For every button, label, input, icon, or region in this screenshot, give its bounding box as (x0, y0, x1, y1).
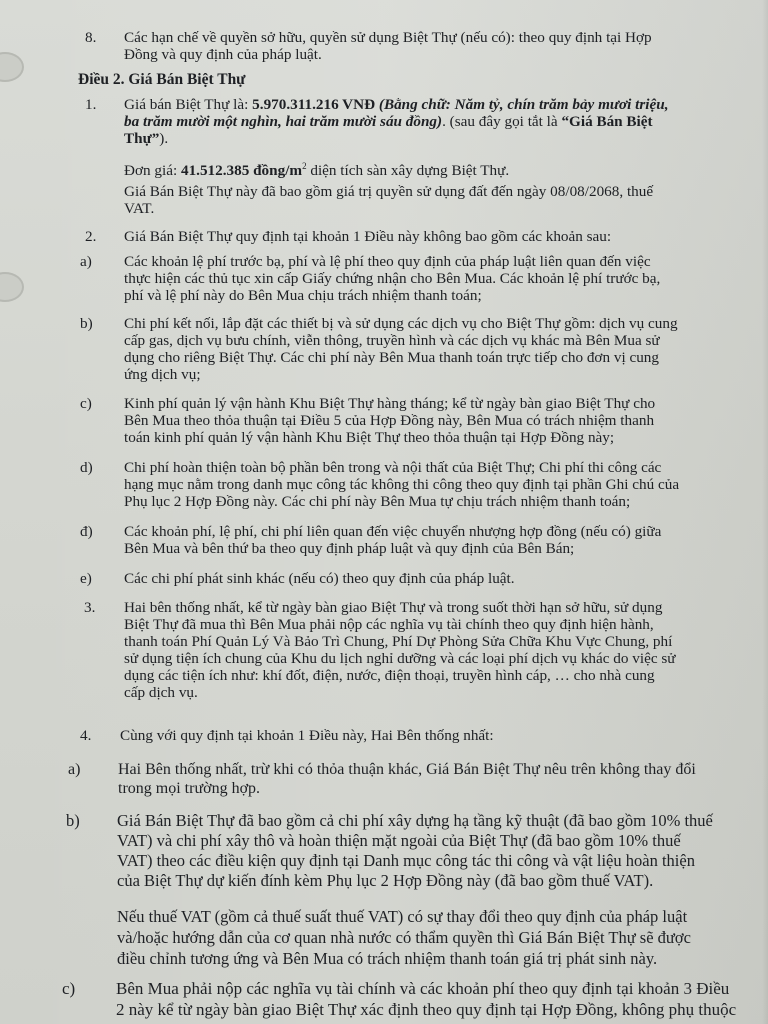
clause-text-line: điều chỉnh tương ứng và Bên Mua có trách nhiệm thanh toán giá trị phát sinh này. (117, 949, 658, 968)
text-span: . (sau đây gọi tắt là (442, 113, 562, 130)
clause-text-line: Phụ lục 2 Hợp Đồng này. Các chi phí này Bên Mua tự chịu trách nhiệm thanh toán; (124, 493, 631, 510)
clause-text-line: Chi phí hoàn thiện toàn bộ phần bên trong và nội thất của Biệt Thự; Chi phí thi công các (124, 459, 662, 476)
clause-text-line (124, 97, 768, 114)
clause-text-line: Kinh phí quản lý vận hành Khu Biệt Thự hàng tháng; kể từ ngày bàn giao Biệt Thự cho (124, 395, 656, 412)
clause-number: 4. (80, 727, 92, 744)
clause-text-line: Giá Bán Biệt Thự này đã bao gồm giá trị quyền sử dụng đất đến ngày 08/08/2068, thuế (124, 183, 654, 200)
unit-price-value: 41.512.385 đồng/m (180, 162, 303, 180)
clause-text-line: phí và lệ phí này do Bên Mua chịu trách nhiệm thanh toán; (124, 287, 482, 304)
clause-text-line: dụng cho riêng Biệt Thự. Các chi phí này Bên Mua thanh toán trực tiếp cho đơn vị cung (124, 349, 659, 366)
clause-text-line: Nếu thuế VAT (gồm cả thuế suất thuế VAT) có sự thay đổi theo quy định của pháp luật (117, 907, 688, 926)
binder-hole (0, 52, 24, 82)
clause-text-line: Hai bên thống nhất, kể từ ngày bàn giao Biệt Thự và trong suốt thời hạn sở hữu, sử dụng (124, 599, 663, 616)
clause-text-line: trong mọi trường hợp. (118, 780, 261, 797)
clause-number: 2. (85, 228, 97, 245)
clause-text-line: Các hạn chế về quyền sở hữu, quyền sử dụng Biệt Thự (nếu có): theo quy định tại Hợp (124, 29, 652, 46)
clause-text-line: 2 này kể từ ngày bàn giao Biệt Thự xác định theo quy định tại Hợp Đồng, không phụ thuộc (116, 1000, 737, 1019)
text-span: Đơn giá: (124, 162, 181, 180)
clause-text-line: VAT) và chi phí xây thô và hoàn thiện mặt ngoài của Biệt Thự (đã bao gồm 10% thuế (117, 831, 681, 850)
superscript: 2 (302, 161, 307, 171)
clause-text-line: VAT) theo các điều kiện quy định tại Danh mục công tác thi công và vật liệu hoàn thiện (117, 851, 695, 870)
price-in-words: (Bằng chữ: Năm tỷ, chín trăm bảy mươi triệu, (375, 96, 669, 113)
clause-text-line: Các chi phí phát sinh khác (nếu có) theo quy định của pháp luật. (124, 570, 515, 587)
clause-text-line: thanh toán Phí Quản Lý Và Bảo Trì Chung, Phí Dự Phòng Sửa Chữa Khu Vực Chung, phí (124, 633, 673, 650)
clause-text-line: Bên Mua phải nộp các nghĩa vụ tài chính và các khoản phí theo quy định tại khoản 3 Điều (116, 979, 730, 998)
clause-number: 8. (85, 29, 97, 46)
unit-price-line (124, 158, 768, 180)
price-in-words: ba trăm mười một nghìn, hai trăm mười sáu đồng) (124, 113, 443, 130)
clause-text-line: ứng dịch vụ; (124, 366, 201, 383)
sub-clause-label: b) (80, 315, 93, 332)
clause-text-line: sử dụng tiện ích chung của Khu du lịch nghỉ dưỡng và các loại phí dịch vụ khác do việc sử (124, 650, 676, 667)
clause-text-line: Bên Mua theo thỏa thuận tại Điều 5 của Hợp Đồng này, Bên Mua có trách nhiệm thanh (124, 412, 655, 429)
clause-text-line: Các khoản phí, lệ phí, chi phí liên quan đến việc chuyển nhượng hợp đồng (nếu có) giữa (124, 523, 662, 540)
clause-text-line: VAT. (124, 200, 155, 217)
sub-clause-label: d) (80, 459, 93, 476)
clause-text-line: Hai Bên thống nhất, trừ khi có thỏa thuận khác, Giá Bán Biệt Thự nêu trên không thay đổi (118, 761, 696, 778)
clause-text-line: Cùng với quy định tại khoản 1 Điều này, Hai Bên thống nhất: (120, 727, 494, 744)
clause-text-line: và/hoặc hướng dẫn của cơ quan nhà nước có thẩm quyền thì Giá Bán Biệt Thự sẽ được (117, 928, 691, 947)
clause-text-line: Biệt Thự đã mua thì Bên Mua phải nộp các nghĩa vụ tài chính theo quy định hiện hành, (124, 616, 654, 633)
clause-text-line: cấp gas, dịch vụ bưu chính, viễn thông, truyền hình và các dịch vụ khác mà Bên Mua sử (124, 332, 660, 349)
clause-number: 1. (85, 96, 97, 113)
sub-clause-label: a) (80, 253, 92, 270)
text-span: ). (159, 130, 169, 147)
sub-clause-label: b) (66, 811, 80, 830)
clause-text-line: thực hiện các thủ tục xin cấp Giấy chứng nhận cho Bên Mua. Các khoản lệ phí trước bạ, (124, 270, 661, 287)
clause-text-line: cấp dịch vụ. (124, 684, 198, 701)
clause-text-line: toán kinh phí quản lý vận hành Khu Biệt Thự theo thỏa thuận tại Hợp Đồng này; (124, 429, 615, 446)
price-amount: 5.970.311.216 VNĐ (252, 96, 376, 113)
clause-text-line: Các khoản lệ phí trước bạ, phí và lệ phí theo quy định của pháp luật liên quan đến việc (124, 253, 651, 270)
clause-text-line: Giá Bán Biệt Thự quy định tại khoản 1 Điều này không bao gồm các khoản sau: (124, 228, 612, 245)
clause-text-line: dụng các tiện ích như: khí đốt, điện, nước, điện thoại, truyền hình cáp, … cho nhà cung (124, 667, 655, 684)
clause-text-line: Giá Bán Biệt Thự đã bao gồm cả chi phí xây dựng hạ tầng kỹ thuật (đã bao gồm 10% thuế (117, 811, 713, 830)
article-heading: Điều 2. Giá Bán Biệt Thự (78, 71, 246, 88)
clause-text-line: Đồng và quy định của pháp luật. (124, 46, 322, 63)
sub-clause-label: c) (80, 395, 92, 412)
clause-text-line (124, 114, 768, 131)
sub-clause-label: e) (80, 570, 92, 587)
text-span: Giá bán Biệt Thự là: (124, 96, 253, 113)
sub-clause-label: a) (68, 761, 81, 778)
defined-term: “Giá Bán Biệt (561, 113, 653, 130)
clause-text-line: Bên Mua và bên thứ ba theo quy định pháp luật và quy định của Bên Bán; (124, 540, 575, 557)
text-span: diện tích sàn xây dựng Biệt Thự. (306, 162, 510, 180)
clause-text-line: của Biệt Thự dự kiến đính kèm Phụ lục 2 Hợp Đồng này (đã bao gồm thuế VAT). (117, 871, 654, 890)
clause-number: 3. (84, 599, 96, 616)
sub-clause-label: đ) (80, 523, 93, 540)
clause-text-line (124, 131, 768, 148)
clause-text-line: Chi phí kết nối, lắp đặt các thiết bị và sử dụng các dịch vụ cho Biệt Thự gồm: dịch vụ cung (124, 315, 678, 332)
binder-hole (0, 272, 24, 302)
sub-clause-label: c) (62, 979, 76, 998)
clause-text-line: hạng mục nằm trong danh mục công tác không thi công theo quy định tại phần Ghi chú của (124, 476, 680, 493)
defined-term: Thự” (124, 130, 160, 147)
